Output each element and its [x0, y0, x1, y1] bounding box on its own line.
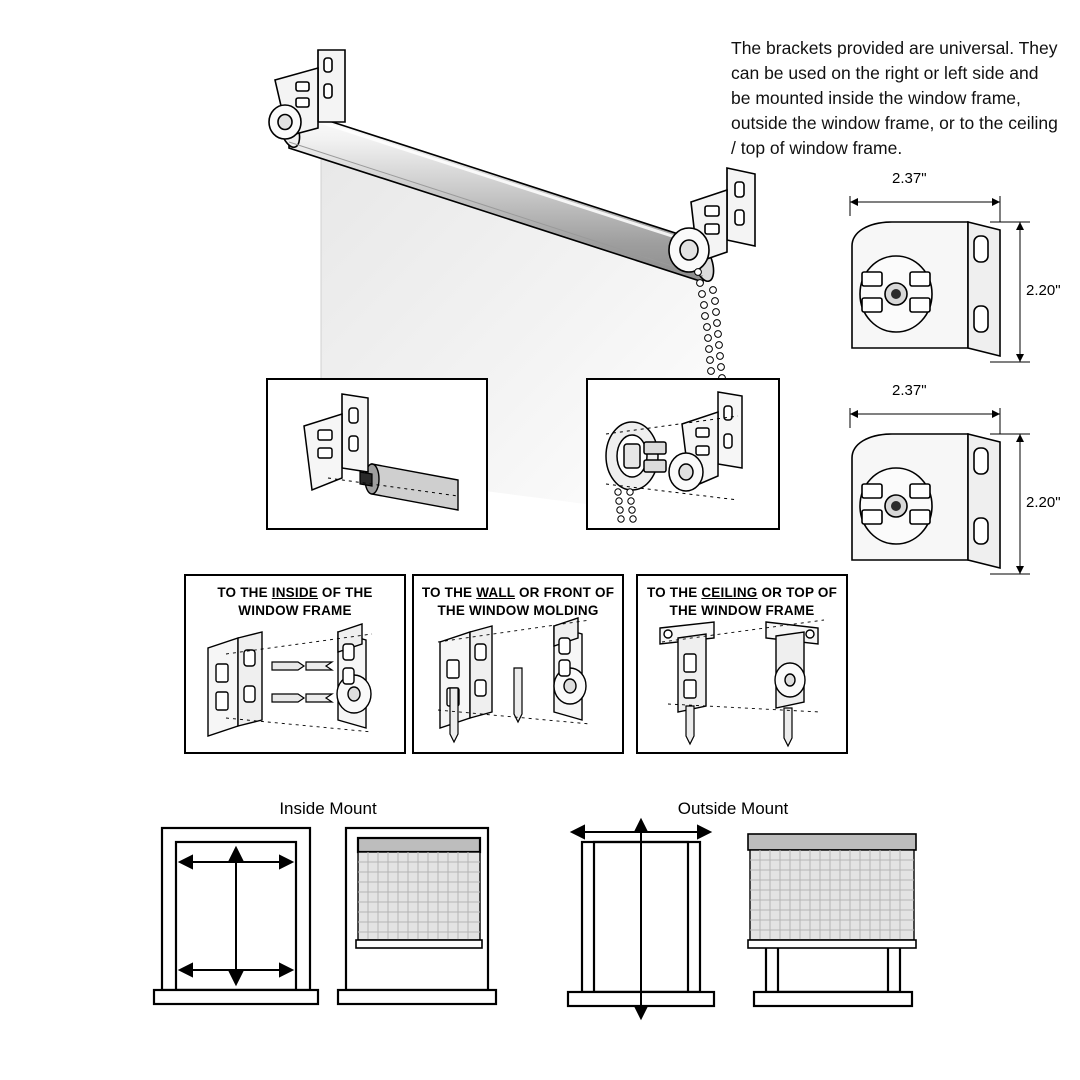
- inside-mount-caption: Inside Mount: [279, 799, 377, 818]
- bracket-top-height-label: 2.20": [1026, 282, 1061, 299]
- bracket-dimension-top: [840, 170, 1061, 366]
- outside-mount-caption: Outside Mount: [677, 799, 789, 818]
- mount-panel-inside-title: TO THE INSIDE OF THE WINDOW FRAME: [217, 585, 373, 618]
- mount-panel-ceiling-title: TO THE CEILING OR TOP OF THE WINDOW FRAME: [646, 585, 838, 618]
- mount-panel-ceiling: [636, 574, 848, 754]
- mount-panel-inside: [184, 574, 406, 754]
- bracket-top-width-label: 2.37": [892, 170, 927, 187]
- bracket-bottom-height-label: 2.20": [1026, 494, 1061, 511]
- bracket-dimension-bottom: [840, 382, 1061, 578]
- callout-idler-end: [266, 378, 488, 530]
- outside-mount-diagram: [550, 820, 930, 1020]
- intro-paragraph: The brackets provided are universal. They can be used on the right or left side and be mounted inside the window frame, outside the window frame, or to the ceiling / top of window frame.: [731, 38, 1058, 158]
- mount-panel-wall: [412, 574, 624, 754]
- bracket-bottom-width-label: 2.37": [892, 382, 927, 399]
- mount-panel-wall-title: TO THE WALL OR FRONT OF THE WINDOW MOLDING: [421, 585, 615, 618]
- inside-mount-diagram: [150, 820, 520, 1020]
- callout-chain-end: [586, 378, 780, 530]
